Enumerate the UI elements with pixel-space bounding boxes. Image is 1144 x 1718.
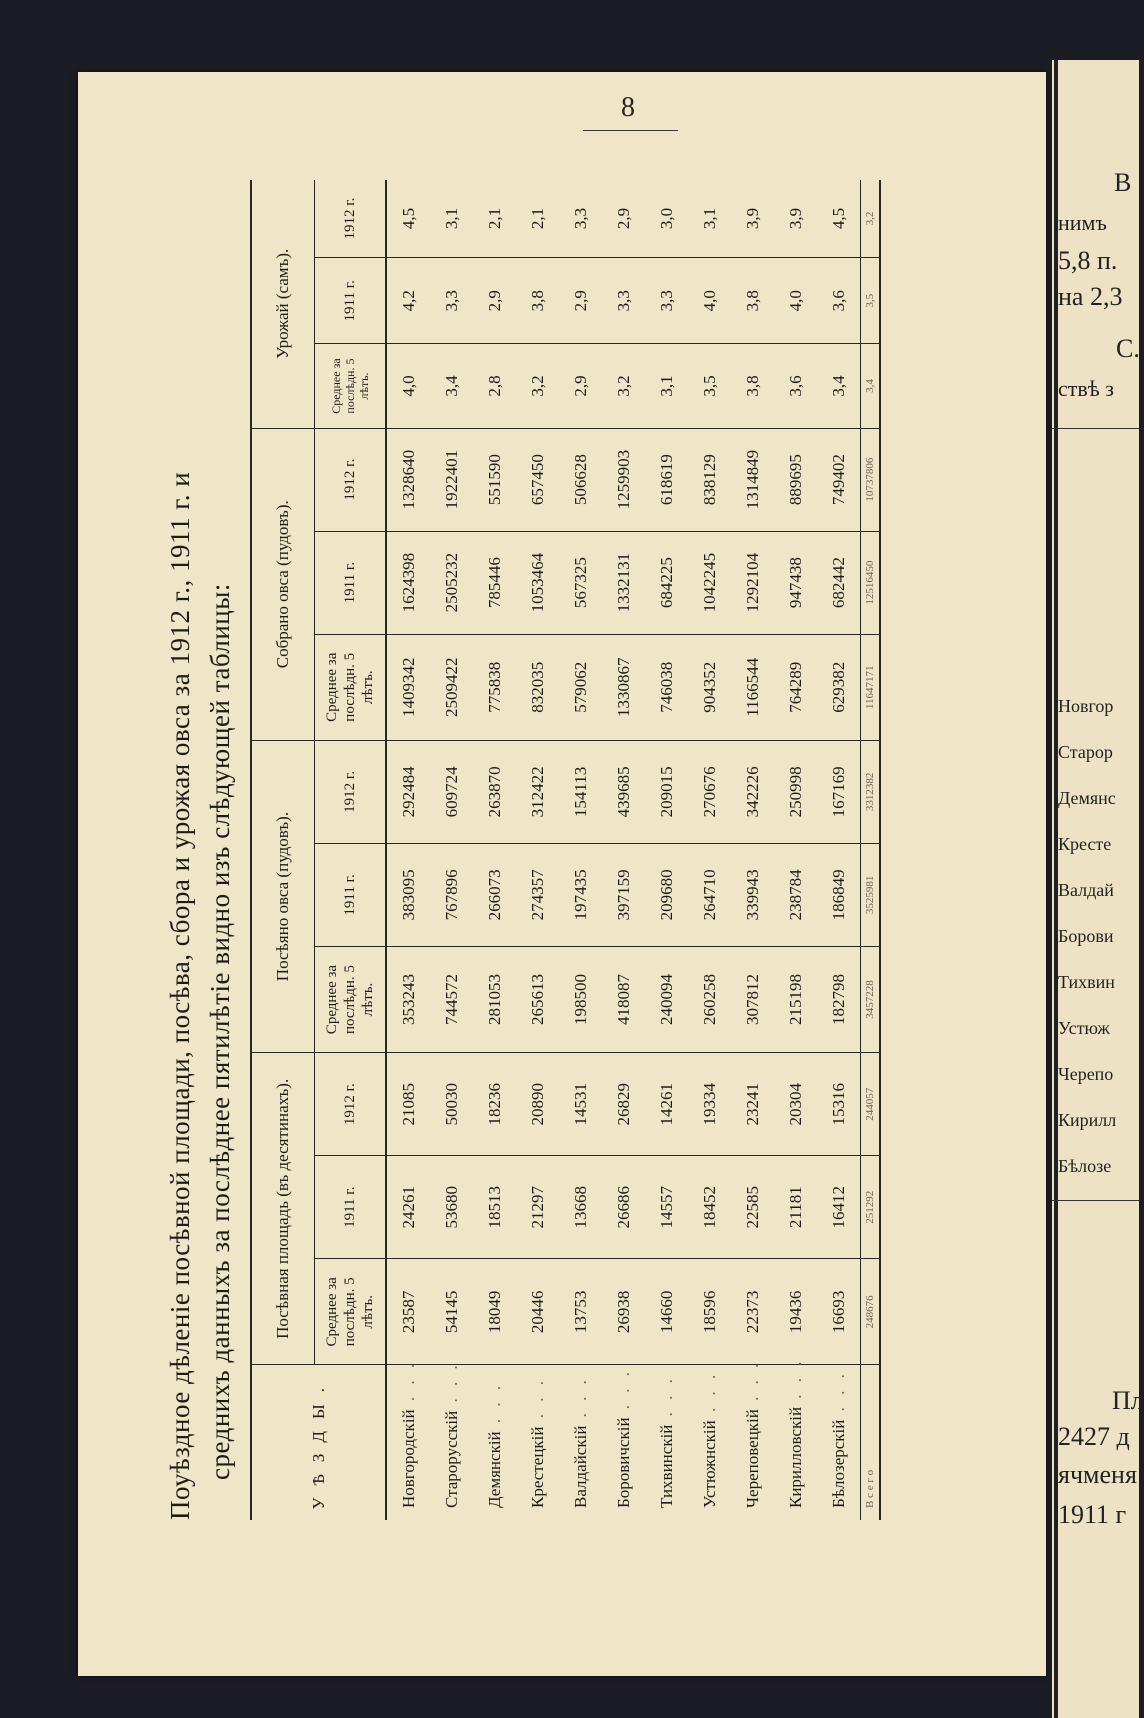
sown-cell: 209680: [645, 843, 688, 946]
sown-cell: 197435: [559, 843, 602, 946]
district-header: УѢЗДЫ.: [251, 1365, 386, 1520]
sown-cell: 609724: [430, 740, 473, 843]
leader-dots: . . .: [441, 1361, 461, 1411]
adjacent-text: Пл: [1112, 1386, 1144, 1415]
sown-cell: 292484: [386, 740, 430, 843]
yield-cell: 2,9: [602, 180, 645, 258]
rotated-table-block: [160, 180, 1040, 1520]
area-cell: 14557: [645, 1156, 688, 1259]
area-cell: 22585: [731, 1156, 774, 1259]
area-cell: 18049: [473, 1259, 516, 1365]
district-name-text: Валдайскій: [570, 1425, 590, 1508]
sown-cell: 439685: [602, 740, 645, 843]
area-cell: 20304: [774, 1053, 817, 1156]
district-name: [516, 1365, 559, 1520]
oats-table: [250, 180, 881, 1520]
adjacent-text: 1911 г: [1058, 1500, 1127, 1529]
harvest-cell: 775838: [473, 634, 516, 740]
district-name: [386, 1359, 430, 1520]
sown-cell: 186849: [817, 843, 861, 946]
header-row-years: [315, 180, 387, 1520]
yield-cell: 2,9: [559, 344, 602, 428]
sown-cell: 265613: [516, 946, 559, 1052]
yield-cell: 2,9: [559, 258, 602, 344]
district-name-text: Кирилловскій: [785, 1406, 805, 1508]
yield-cell: 4,0: [386, 344, 430, 428]
harvest-cell: 2509422: [430, 634, 473, 740]
district-name-text: Устюжнскій: [699, 1420, 719, 1508]
harvest-cell: 1624398: [386, 531, 430, 634]
leader-dots: . . .: [398, 1359, 418, 1410]
yield-cell: 4,0: [688, 258, 731, 344]
table-title: [160, 180, 240, 1520]
avg-header: Среднее за послѣдн. 5 лѣтъ.: [315, 1259, 387, 1365]
area-cell: 16693: [817, 1259, 861, 1365]
harvest-cell: 618619: [645, 428, 688, 531]
table-row: [688, 180, 731, 1520]
harvest-cell: 1922401: [430, 428, 473, 531]
yield-cell: 3,6: [817, 258, 861, 344]
title-line-1: Поуѣздное дѣленіе посѣвной площади, посѣва, сбора и урожая овса за 1912 г., 1911 г. и: [165, 471, 195, 1520]
adjacent-text: Бѣлозе: [1058, 1156, 1112, 1176]
sown-cell: 198500: [559, 946, 602, 1052]
harvest-cell: 579062: [559, 634, 602, 740]
page-number: 8: [621, 92, 635, 123]
yield-cell: 2,8: [473, 344, 516, 428]
header-row-groups: [251, 180, 315, 1520]
year-1912-header: 1912 г.: [315, 740, 387, 843]
sown-cell: 260258: [688, 946, 731, 1052]
district-name-text: Старорусскій: [441, 1410, 461, 1508]
yield-cell: 3,9: [731, 180, 774, 258]
adjacent-text: В: [1114, 168, 1132, 197]
total-cell: 3,4: [861, 344, 881, 428]
area-cell: 26938: [602, 1259, 645, 1365]
yield-cell: 3,2: [516, 344, 559, 428]
district-name: [473, 1365, 516, 1520]
area-cell: 26686: [602, 1156, 645, 1259]
harvest-cell: 506628: [559, 428, 602, 531]
yield-cell: 3,3: [559, 180, 602, 258]
harvest-cell: 682442: [817, 531, 861, 634]
sown-cell: 215198: [774, 946, 817, 1052]
total-cell: 11647171: [861, 634, 881, 740]
yield-cell: 2,9: [473, 258, 516, 344]
yield-cell: 3,3: [645, 258, 688, 344]
adjacent-text: Новгор: [1058, 696, 1114, 716]
area-cell: 19334: [688, 1053, 731, 1156]
leader-dots: . . .: [656, 1375, 676, 1425]
adjacent-text: Борови: [1058, 926, 1114, 946]
yield-cell: 3,4: [817, 344, 861, 428]
year-1912-header: 1912 г.: [315, 180, 387, 258]
adjacent-text: Черепо: [1058, 1064, 1114, 1084]
adjacent-text: 5,8 п.: [1058, 246, 1118, 275]
yield-cell: 3,8: [516, 258, 559, 344]
area-cell: 24261: [386, 1156, 430, 1259]
yield-cell: 3,0: [645, 180, 688, 258]
sown-cell: 238784: [774, 843, 817, 946]
area-cell: 54145: [430, 1259, 473, 1365]
district-name: [817, 1365, 861, 1520]
harvest-cell: 904352: [688, 634, 731, 740]
total-cell: 3,2: [861, 180, 881, 258]
sown-cell: 270676: [688, 740, 731, 843]
yield-cell: 3,3: [602, 258, 645, 344]
district-name: [559, 1365, 602, 1520]
sown-cell: 240094: [645, 946, 688, 1052]
sown-cell: 264710: [688, 843, 731, 946]
table-body: [386, 180, 880, 1520]
yield-cell: 2,1: [516, 180, 559, 258]
year-1911-header: 1911 г.: [315, 531, 387, 634]
adjacent-text: нимъ: [1058, 210, 1107, 235]
sown-cell: 209015: [645, 740, 688, 843]
area-cell: 21181: [774, 1156, 817, 1259]
harvest-cell: 657450: [516, 428, 559, 531]
adjacent-text: Кресте: [1058, 834, 1112, 854]
table-row: [774, 180, 817, 1520]
harvest-cell: 551590: [473, 428, 516, 531]
adjacent-text: Устюж: [1058, 1018, 1110, 1038]
sown-cell: 263870: [473, 740, 516, 843]
leader-dots: . . .: [570, 1376, 590, 1426]
yield-cell: 3,8: [731, 344, 774, 428]
sown-cell: 307812: [731, 946, 774, 1052]
sown-cell: 250998: [774, 740, 817, 843]
yield-cell: 3,9: [774, 180, 817, 258]
adjacent-rule: [1052, 1200, 1139, 1201]
area-cell: 14261: [645, 1053, 688, 1156]
yield-cell: 3,1: [430, 180, 473, 258]
total-cell: 251292: [861, 1156, 881, 1259]
sown-cell: 154113: [559, 740, 602, 843]
sown-cell: 281053: [473, 946, 516, 1052]
year-1912-header: 1912 г.: [315, 428, 387, 531]
area-cell: 14660: [645, 1259, 688, 1365]
adjacent-text: ствѣ з: [1058, 376, 1114, 401]
sown-cell: 353243: [386, 946, 430, 1052]
sown-group-header: Посѣяно овса (пудовъ).: [251, 740, 315, 1052]
total-label: В с е г о: [861, 1365, 881, 1520]
district-name-text: Череповецкій: [742, 1409, 762, 1508]
harvest-cell: 785446: [473, 531, 516, 634]
area-cell: 23241: [731, 1053, 774, 1156]
avg-header: Среднее за послѣдн. 5 лѣтъ.: [315, 344, 387, 428]
year-1911-header: 1911 г.: [315, 258, 387, 344]
harvest-cell: 1409342: [386, 634, 430, 740]
leader-dots: . . .: [527, 1376, 547, 1427]
area-cell: 13668: [559, 1156, 602, 1259]
district-name-text: Боровичскій: [613, 1417, 633, 1508]
adjacent-text: на 2,3: [1058, 282, 1123, 311]
district-name-text: Бѣлозерскій: [828, 1419, 848, 1508]
harvest-cell: 838129: [688, 428, 731, 531]
adjacent-text: Валдай: [1058, 880, 1114, 900]
yield-cell: 3,4: [430, 344, 473, 428]
table-row: [386, 180, 430, 1520]
district-name: [731, 1359, 774, 1520]
total-cell: 12516450: [861, 531, 881, 634]
year-1911-header: 1911 г.: [315, 843, 387, 946]
yield-cell: 3,1: [645, 344, 688, 428]
harvest-cell: 1328640: [386, 428, 430, 531]
title-line-2: среднихъ данныхъ за послѣднее пятилѣтіе видно изъ слѣдующей таблицы:: [205, 583, 235, 1480]
total-cell: 3525981: [861, 843, 881, 946]
sown-cell: 383095: [386, 843, 430, 946]
total-cell: 3,5: [861, 258, 881, 344]
sown-cell: 342226: [731, 740, 774, 843]
area-cell: 23587: [386, 1259, 430, 1365]
table-row: [430, 180, 473, 1520]
area-cell: 18513: [473, 1156, 516, 1259]
yield-cell: 3,5: [688, 344, 731, 428]
yield-group-header: Урожай (самъ).: [251, 180, 315, 428]
sown-cell: 312422: [516, 740, 559, 843]
harvest-cell: 629382: [817, 634, 861, 740]
adjacent-text: Тихвин: [1058, 972, 1115, 992]
harvest-cell: 1330867: [602, 634, 645, 740]
area-cell: 21297: [516, 1156, 559, 1259]
area-group-header: Посѣвная площадь (въ десятинахъ).: [251, 1053, 315, 1365]
area-cell: 19436: [774, 1259, 817, 1365]
area-cell: 16412: [817, 1156, 861, 1259]
harvest-cell: 1259903: [602, 428, 645, 531]
total-cell: 248676: [861, 1259, 881, 1365]
adjacent-text: Старор: [1058, 742, 1113, 762]
yield-cell: 2,1: [473, 180, 516, 258]
harvest-cell: 746038: [645, 634, 688, 740]
table-row: [817, 180, 861, 1520]
area-cell: 14531: [559, 1053, 602, 1156]
leader-dots: . . .: [828, 1370, 848, 1420]
district-name: [645, 1365, 688, 1520]
adjacent-text: Кирилл: [1058, 1110, 1117, 1130]
leader-dots: . . .: [785, 1357, 805, 1407]
area-cell: 50030: [430, 1053, 473, 1156]
harvest-cell: 684225: [645, 531, 688, 634]
harvest-cell: 1332131: [602, 531, 645, 634]
harvest-group-header: Собрано овса (пудовъ).: [251, 428, 315, 740]
area-cell: 22373: [731, 1259, 774, 1365]
sown-cell: 339943: [731, 843, 774, 946]
sown-cell: 167169: [817, 740, 861, 843]
area-cell: 20890: [516, 1053, 559, 1156]
yield-cell: 4,0: [774, 258, 817, 344]
harvest-cell: 764289: [774, 634, 817, 740]
harvest-cell: 947438: [774, 531, 817, 634]
harvest-cell: 749402: [817, 428, 861, 531]
page-number-rule: [583, 130, 678, 131]
avg-header: Среднее за послѣдн. 5 лѣтъ.: [315, 946, 387, 1052]
area-cell: 20446: [516, 1259, 559, 1365]
harvest-cell: 1292104: [731, 531, 774, 634]
harvest-cell: 1053464: [516, 531, 559, 634]
total-cell: 244057: [861, 1053, 881, 1156]
district-name: [688, 1365, 731, 1520]
yield-cell: 4,5: [386, 180, 430, 258]
avg-header: Среднее за послѣдн. 5 лѣтъ.: [315, 634, 387, 740]
sown-cell: 418087: [602, 946, 645, 1052]
leader-dots: . . .: [613, 1367, 633, 1418]
adjacent-text: 2427 д: [1058, 1422, 1130, 1451]
sown-cell: 266073: [473, 843, 516, 946]
sown-cell: 182798: [817, 946, 861, 1052]
area-cell: 26829: [602, 1053, 645, 1156]
table-row: [473, 180, 516, 1520]
area-cell: 21085: [386, 1053, 430, 1156]
table-row: [516, 180, 559, 1520]
table-row: [602, 180, 645, 1520]
yield-cell: 3,1: [688, 180, 731, 258]
table-row: [559, 180, 602, 1520]
area-cell: 18452: [688, 1156, 731, 1259]
district-name-text: Тихвинскій: [656, 1424, 676, 1508]
district-name-text: Крестецкій: [527, 1426, 547, 1508]
area-cell: 15316: [817, 1053, 861, 1156]
district-name: [602, 1365, 645, 1520]
harvest-cell: 1166544: [731, 634, 774, 740]
yield-cell: 4,5: [817, 180, 861, 258]
total-cell: 10737806: [861, 428, 881, 531]
leader-dots: . . .: [742, 1359, 762, 1410]
year-1911-header: 1911 г.: [315, 1156, 387, 1259]
harvest-cell: 832035: [516, 634, 559, 740]
adjacent-text: ячменя: [1058, 1460, 1137, 1489]
area-cell: 13753: [559, 1259, 602, 1365]
area-cell: 18236: [473, 1053, 516, 1156]
harvest-cell: 1314849: [731, 428, 774, 531]
adjacent-text: Демянс: [1058, 788, 1116, 808]
yield-cell: 3,6: [774, 344, 817, 428]
yield-cell: 3,8: [731, 258, 774, 344]
sown-cell: 767896: [430, 843, 473, 946]
area-cell: 18596: [688, 1259, 731, 1365]
year-1912-header: 1912 г.: [315, 1053, 387, 1156]
adjacent-text: С.: [1116, 334, 1140, 363]
sown-cell: 744572: [430, 946, 473, 1052]
harvest-cell: 1042245: [688, 531, 731, 634]
district-name-text: Демянскій: [484, 1431, 504, 1508]
harvest-cell: 2505232: [430, 531, 473, 634]
leader-dots: . . .: [484, 1381, 504, 1432]
district-name: [430, 1361, 473, 1520]
district-name: [774, 1357, 817, 1520]
sown-cell: 397159: [602, 843, 645, 946]
total-row: [861, 180, 881, 1520]
leader-dots: . . .: [699, 1370, 719, 1421]
sown-cell: 274357: [516, 843, 559, 946]
yield-cell: 3,2: [602, 344, 645, 428]
area-cell: 53680: [430, 1156, 473, 1259]
yield-cell: 4,2: [386, 258, 430, 344]
yield-cell: 3,3: [430, 258, 473, 344]
total-cell: 3312382: [861, 740, 881, 843]
harvest-cell: 889695: [774, 428, 817, 531]
harvest-cell: 567325: [559, 531, 602, 634]
adjacent-rule: [1052, 428, 1139, 429]
district-name-text: Новгородскій: [398, 1409, 418, 1508]
adjacent-page: [1052, 60, 1144, 1718]
table-row: [731, 180, 774, 1520]
table-row: [645, 180, 688, 1520]
total-cell: 3457228: [861, 946, 881, 1052]
